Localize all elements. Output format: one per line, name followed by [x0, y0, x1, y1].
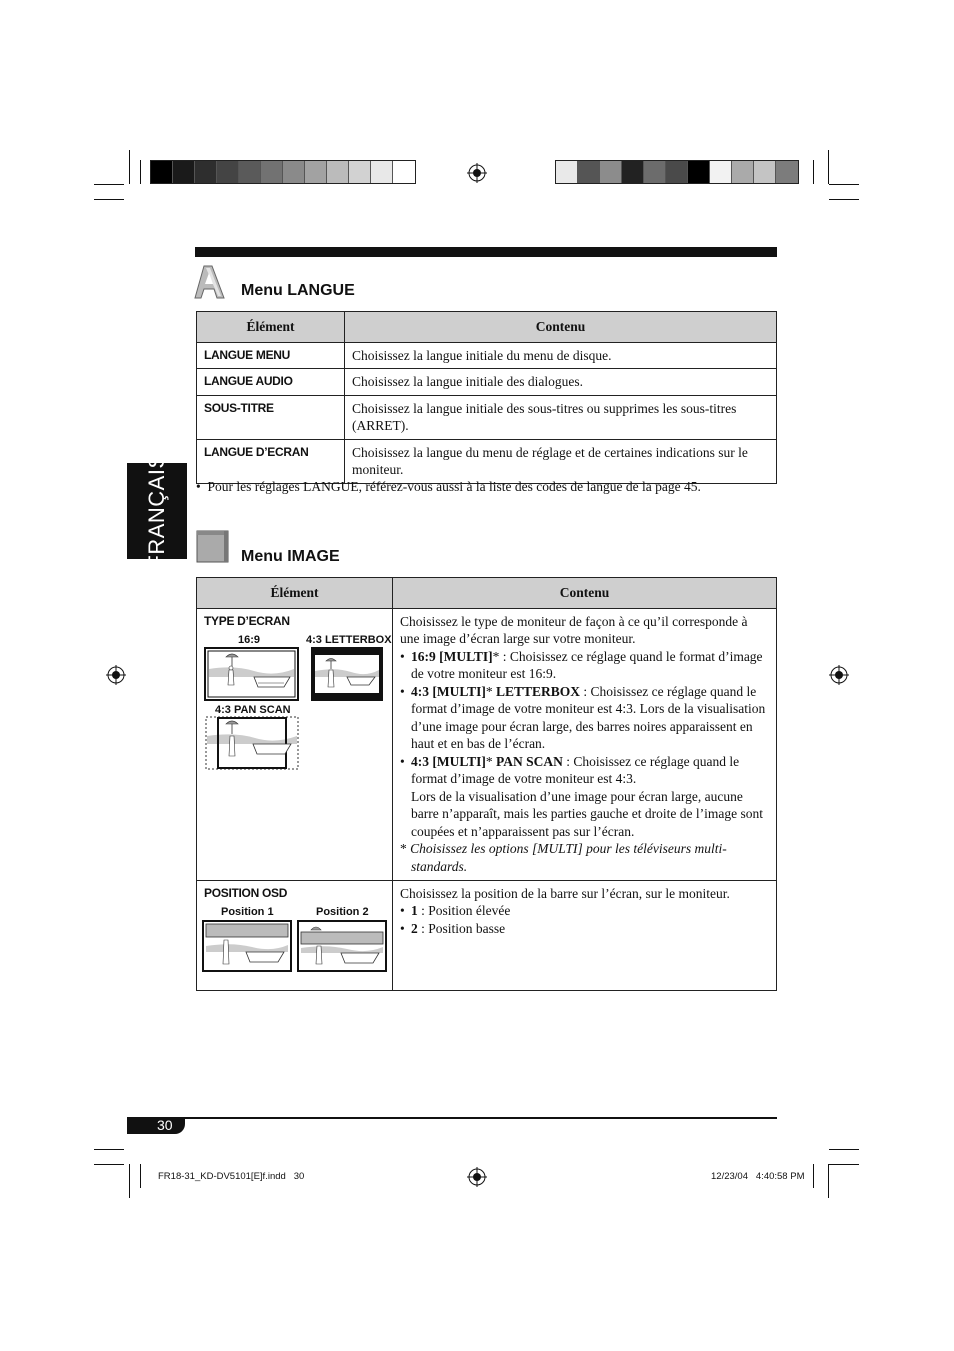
label-169: 16:9: [238, 634, 261, 646]
registration-target-icon: [106, 665, 126, 685]
row-item: SOUS-TITRE: [197, 395, 345, 439]
registration-target-icon: [467, 1167, 487, 1187]
section-b-title: Menu IMAGE: [241, 548, 340, 565]
osd-position-1-illustration: [202, 920, 292, 972]
type-ecran-options: [400, 648, 769, 841]
registration-target-icon: [829, 665, 849, 685]
option-position-1: • 1 : Position élevée: [411, 902, 769, 920]
row-item: LANGUE D’ECRAN: [197, 439, 345, 483]
table-row: [197, 395, 777, 439]
screen-letterbox-illustration: [311, 647, 383, 701]
registration-target-icon: [467, 163, 487, 183]
table-row: [197, 369, 777, 396]
row-item: POSITION OSD: [204, 885, 288, 900]
row-content: Choisissez la langue initiale du menu de disque.: [345, 342, 777, 369]
row-item: LANGUE AUDIO: [197, 369, 345, 396]
col-header-item: Élément: [197, 312, 345, 343]
row-content: Choisissez la langue initiale des dialogues.: [345, 369, 777, 396]
label-position-2: Position 2: [316, 906, 369, 918]
label-panscan: 4:3 PAN SCAN: [215, 704, 291, 716]
letter-a-icon: [193, 264, 229, 300]
screen-169-illustration: [204, 647, 299, 701]
langue-table: [196, 311, 777, 484]
row-item: LANGUE MENU: [197, 342, 345, 369]
file-name: FR18-31_KD-DV5101[E]f.indd 30: [158, 1171, 305, 1182]
language-side-label: FRANÇAIS: [144, 453, 169, 569]
col-header-item: Élément: [197, 578, 393, 609]
grayscale-bar-left: [150, 160, 416, 184]
table-row: [197, 439, 777, 483]
option-panscan: • 4:3 [MULTI]* PAN SCAN : Choisissez ce réglage quand le format d’image de votre moniteur est 4:3. Lors de la visualisation d’une image pour écran large, aucune barre n’apparaît, mais les parties gauche et droite de l’image sont coupées et n’apparaissent pas sur l’écran.: [411, 753, 769, 841]
row-content: Choisissez la langue du menu de réglage et de certaines indications sur le moniteur.: [345, 439, 777, 483]
label-letterbox: 4:3 LETTERBOX: [306, 634, 392, 646]
type-ecran-intro: Choisissez le type de moniteur de façon à ce qu’il corresponde à une image d’écran large sur votre moniteur.: [400, 613, 748, 646]
top-rule: [195, 247, 777, 257]
screen-panscan-illustration: [205, 716, 299, 770]
row-content: Choisissez la langue initiale des sous-titres ou supprimes les sous-titres (ARRET).: [345, 395, 777, 439]
footnote: * Choisissez les options [MULTI] pour les téléviseurs multi-standards.: [400, 841, 727, 874]
col-header-content: Contenu: [345, 312, 777, 343]
print-date: 12/23/04 4:40:58 PM: [711, 1171, 805, 1182]
position-osd-intro: Choisissez la position de la barre sur l’écran, sur le moniteur.: [400, 885, 730, 901]
osd-position-2-illustration: [297, 920, 387, 972]
option-position-2: • 2 : Position basse: [411, 920, 769, 938]
table-row: [197, 342, 777, 369]
bottom-rule: [127, 1117, 777, 1119]
bullet: •: [196, 479, 208, 494]
option-letterbox: • 4:3 [MULTI]* LETTERBOX : Choisissez ce réglage quand le format d’image de votre moniteur est 4:3. Lors de la visualisation d’une image pour écran large, des barres noires apparaissent en haut et en bas de l’écran.: [411, 683, 769, 753]
blank-square-icon: [196, 530, 230, 564]
row-item: TYPE D’ECRAN: [204, 613, 290, 628]
page-number: 30: [157, 1117, 173, 1133]
grayscale-bar-right: [555, 160, 799, 184]
position-osd-options: [400, 902, 769, 937]
type-ecran-content: [393, 608, 777, 880]
page-number-tab: [127, 1117, 185, 1134]
note-text: Pour les réglages LANGUE, référez-vous aussi à la liste des codes de langue de la page 45.: [207, 479, 701, 494]
option-169: • 16:9 [MULTI]* : Choisissez ce réglage quand le format d’image de votre moniteur est 16:9.: [411, 648, 769, 683]
col-header-content: Contenu: [393, 578, 777, 609]
label-position-1: Position 1: [221, 906, 274, 918]
section-a-title: Menu LANGUE: [241, 282, 355, 299]
position-osd-content: [393, 880, 777, 990]
langue-note: [196, 479, 701, 495]
